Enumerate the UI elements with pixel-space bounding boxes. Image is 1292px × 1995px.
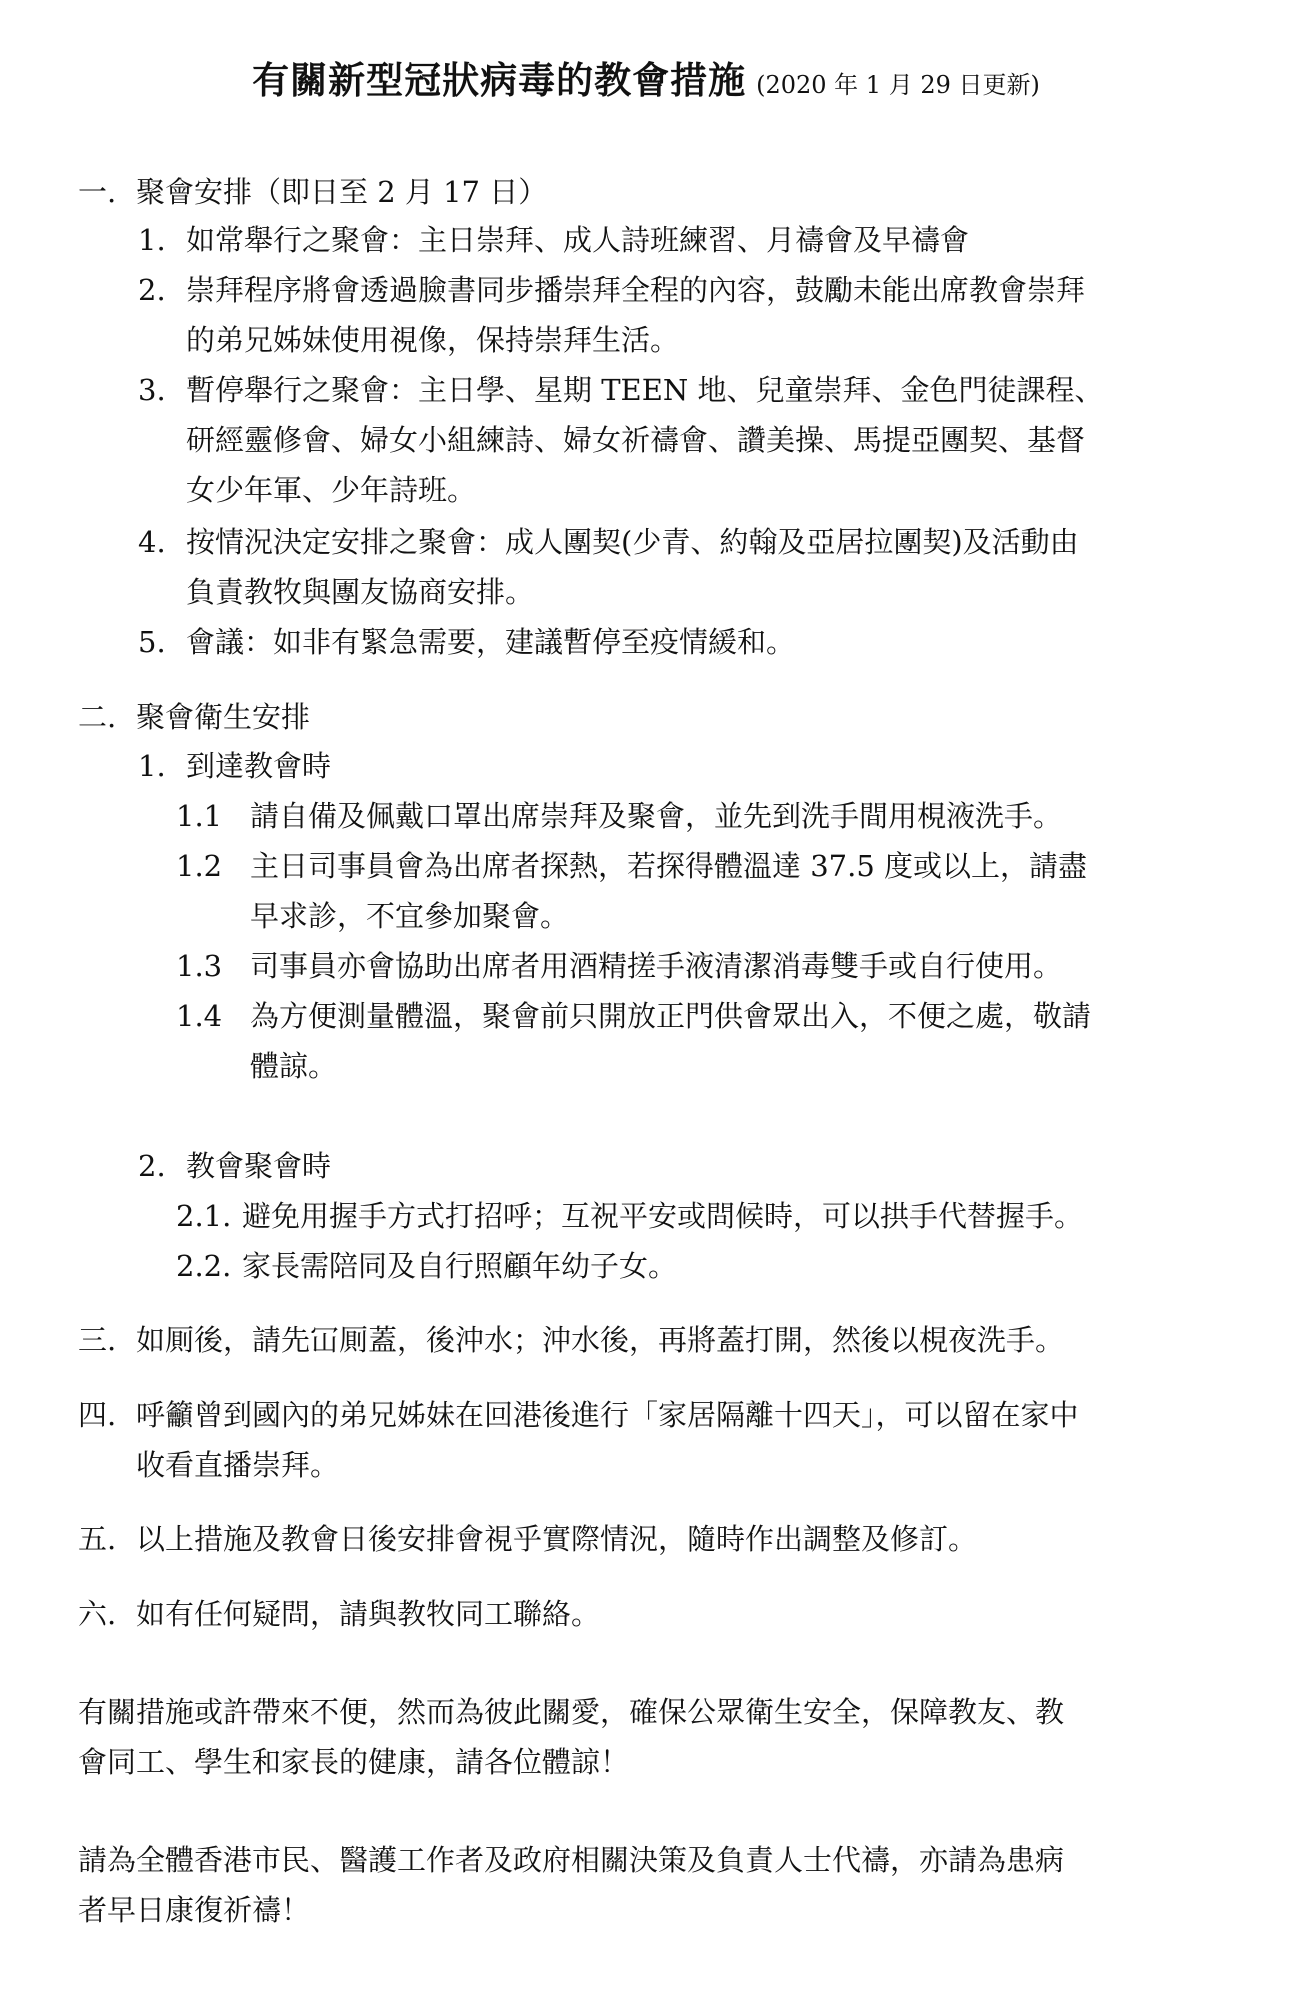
section-number: 一.: [78, 175, 117, 209]
item-text: 如常舉行之聚會：主日崇拜、成人詩班練習、月禱會及早禱會: [186, 223, 970, 257]
item-continuation: 的弟兄姊妹使用視像，保持崇拜生活。: [186, 323, 680, 357]
item-number: 2.2.: [176, 1249, 232, 1283]
list-item: [176, 848, 1087, 884]
list-item: [138, 372, 1104, 408]
item-text: 按情況決定安排之聚會：成人團契(少青、約翰及亞居拉團契)及活動由: [186, 525, 1079, 559]
section-text: 如厠後，請先冚厠蓋，後沖水；沖水後，再將蓋打開，然後以梘夜洗手。: [136, 1323, 1065, 1357]
list-item: [138, 524, 1079, 560]
item-continuation: 負責教牧與團友協商安排。: [186, 575, 535, 609]
list-item: [176, 948, 1062, 984]
item-text: 家長需陪同及自行照顧年幼子女。: [242, 1249, 678, 1283]
section-text: 以上措施及教會日後安排會視乎實際情況，隨時作出調整及修訂。: [136, 1522, 978, 1556]
section-6: [78, 1596, 600, 1632]
item-number: 1.4: [176, 999, 223, 1033]
section-number: 六.: [78, 1597, 117, 1631]
item-text: 請自備及佩戴口罩出席崇拜及聚會，並先到洗手間用梘液洗手。: [250, 799, 1063, 833]
item-number: 2.: [138, 1149, 166, 1183]
section-number: 五.: [78, 1522, 117, 1556]
section-heading-text: 聚會衛生安排: [136, 700, 311, 734]
subsection-heading-text: 教會聚會時: [186, 1149, 332, 1183]
closing-paragraph-1-line-1: 有關措施或許帶來不便，然而為彼此關愛，確保公眾衛生安全，保障教友、教: [78, 1695, 1065, 1729]
title-date: (2020 年 1 月 29 日更新): [756, 71, 1040, 99]
closing-paragraph-2-line-1: 請為全體香港市民、醫護工作者及政府相關決策及負責人士代禱，亦請為患病: [78, 1843, 1065, 1877]
list-item: [138, 624, 795, 660]
item-text: 司事員亦會協助出席者用酒精搓手液清潔消毒雙手或自行使用。: [250, 949, 1063, 983]
item-text: 暫停舉行之聚會：主日學、星期 TEEN 地、兒童崇拜、金色門徒課程、: [186, 373, 1104, 407]
item-number: 1.2: [176, 849, 223, 883]
section-continuation: 收看直播崇拜。: [136, 1448, 340, 1482]
item-number: 3.: [138, 373, 166, 407]
list-item: [176, 1248, 677, 1284]
closing-paragraph-1-line-2: 會同工、學生和家長的健康，請各位體諒！: [78, 1745, 630, 1779]
document-title: [0, 50, 1292, 104]
subsection-heading: [138, 748, 331, 784]
section-text: 呼籲曾到國內的弟兄姊妹在回港後進行「家居隔離十四天」，可以留在家中: [136, 1398, 1079, 1432]
section-number: 三.: [78, 1323, 117, 1357]
subsection-heading-text: 到達教會時: [186, 749, 332, 783]
item-text: 避免用握手方式打招呼；互祝平安或問候時，可以拱手代替握手。: [242, 1199, 1084, 1233]
item-text: 會議：如非有緊急需要，建議暫停至疫情緩和。: [186, 625, 796, 659]
item-number: 4.: [138, 525, 166, 559]
item-number: 5.: [138, 625, 166, 659]
item-continuation: 研經靈修會、婦女小組練詩、婦女祈禱會、讚美操、馬提亞團契、基督: [186, 423, 1086, 457]
item-continuation: 女少年軍、少年詩班。: [186, 473, 477, 507]
item-text: 崇拜程序將會透過臉書同步播崇拜全程的內容，鼓勵未能出席教會崇拜: [186, 273, 1086, 307]
list-item: [138, 222, 969, 258]
section-3: [78, 1322, 1064, 1358]
section-2-heading: [78, 699, 310, 735]
list-item: [176, 1198, 1083, 1234]
closing-paragraph-2-line-2: 者早日康復祈禱！: [78, 1893, 311, 1927]
section-5: [78, 1521, 977, 1557]
section-number: 四.: [78, 1398, 117, 1432]
section-text: 如有任何疑問，請與教牧同工聯絡。: [136, 1597, 601, 1631]
item-number: 1.3: [176, 949, 223, 983]
item-continuation: 早求診，不宜參加聚會。: [250, 899, 570, 933]
item-number: 1.: [138, 223, 166, 257]
section-heading-text: 聚會安排（即日至 2 月 17 日）: [136, 175, 548, 209]
list-item: [176, 798, 1062, 834]
section-number: 二.: [78, 700, 117, 734]
list-item: [176, 998, 1091, 1034]
list-item: [138, 272, 1085, 308]
section-4: [78, 1397, 1079, 1433]
item-number: 2.1.: [176, 1199, 232, 1233]
title-main: 有關新型冠狀病毒的教會措施: [252, 59, 747, 102]
section-1-heading: [78, 174, 547, 210]
item-number: 1.: [138, 749, 166, 783]
subsection-heading: [138, 1148, 331, 1184]
item-text: 主日司事員會為出席者探熱，若探得體溫達 37.5 度或以上，請盡: [250, 849, 1088, 883]
item-text: 為方便測量體溫，聚會前只開放正門供會眾出入，不便之處，敬請: [250, 999, 1092, 1033]
item-number: 2.: [138, 273, 166, 307]
item-continuation: 體諒。: [250, 1049, 338, 1083]
item-number: 1.1: [176, 799, 223, 833]
